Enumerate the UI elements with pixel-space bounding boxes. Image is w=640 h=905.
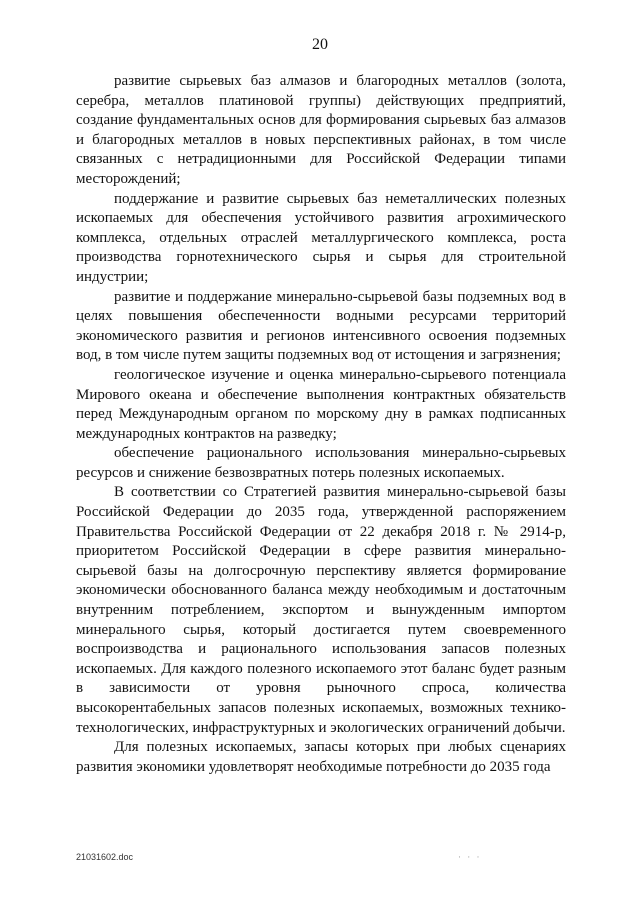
paragraph-strategy-2035: В соответствии со Стратегией развития минерально-сырьевой базы Российской Федерации до 2035 года, утвержденной распоряжением Правительства Российской Федерации от 22 декабря 2018 г. № 2914-р, приоритетом Российской Федерации в сфере развития минерально-сырьевой базы на долгосрочную перспективу является формирование экономически обоснованного баланса между необходимым и достаточным внутренним потреблением, экспортом и вынужденным импортом минерального сырья, который достигается путем своевременного воспроизводства и рационального использования запасов полезных ископаемых. Для каждого полезного ископаемого этот баланс будет разным в зависимости от уровня рыночного спроса, количества высокорентабельных запасов полезных ископаемых, возможных технико-технологических, инфраструктурных и экологических ограничений добычи.: [76, 484, 566, 736]
paragraph-world-ocean: геологическое изучение и оценка минерально-сырьевого потенциала Мирового океана и обеспечение выполнения контрактных обязательств перед Международным органом по морскому дну в рамках подписанных международных контрактов на разведку;: [76, 366, 566, 442]
paragraph-scenarios: Для полезных ископаемых, запасы которых при любых сценариях развития экономики удовлетворят необходимые потребности до 2035 года: [76, 739, 566, 775]
paragraph-groundwater: развитие и поддержание минерально-сырьевой базы подземных вод в целях повышения обеспеченности водными ресурсами территорий экономического развития и регионов интенсивного освоения подземных вод, в том числе путем защиты подземных вод от истощения и загрязнения;: [76, 288, 566, 364]
paragraph-rational-use: обеспечение рационального использования минерально-сырьевых ресурсов и снижение безвозвратных потерь полезных ископаемых.: [76, 445, 566, 481]
footer-mark: · · ·: [458, 852, 482, 862]
document-body: [76, 72, 566, 777]
paragraph-nonmetallic-minerals: поддержание и развитие сырьевых баз неметаллических полезных ископаемых для обеспечения устойчивого развития агрохимического комплекса, отдельных отраслей металлургического комплекса, роста производства горнотехнического сырья и сырья для строительной индустрии;: [76, 190, 566, 285]
paragraph-diamonds-precious-metals: развитие сырьевых баз алмазов и благородных металлов (золота, серебра, металлов платиновой группы) действующих предприятий, создание фундаментальных основ для формирования сырьевых баз алмазов и благородных металлов в новых перспективных районах, в том числе связанных с нетрадиционными для Российской Федерации типами месторождений;: [76, 73, 566, 187]
page-number: 20: [312, 36, 328, 53]
footer-filename: 21031602.doc: [76, 852, 134, 862]
